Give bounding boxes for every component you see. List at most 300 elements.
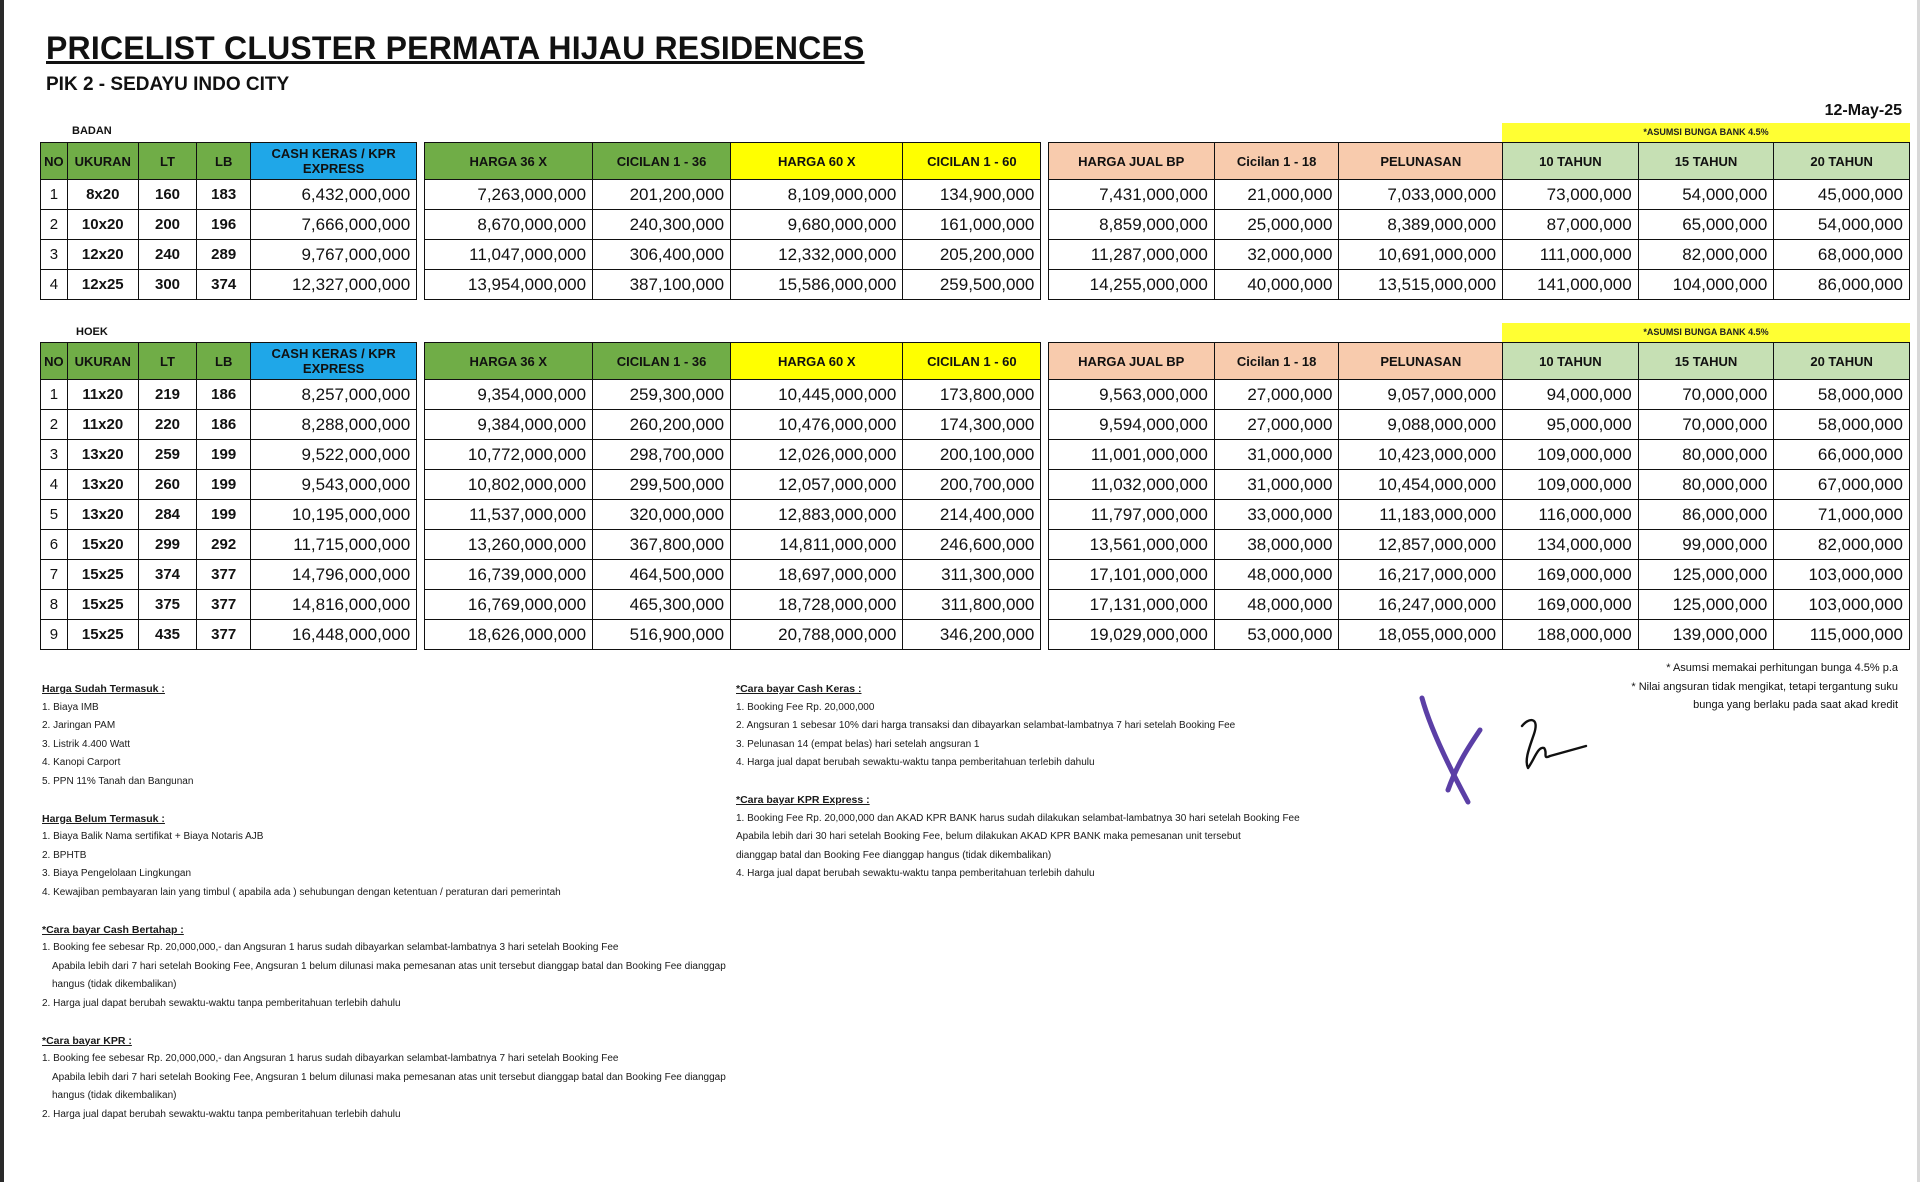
column-gap <box>417 620 424 650</box>
col-pelunasan-cell: 11,183,000,000 <box>1339 500 1503 530</box>
col-no-header: NO <box>41 143 68 180</box>
note-item: Apabila lebih dari 7 hari setelah Booking Fee, Angsuran 1 belum dilunasi maka pemesanan atas unit tersebut dianggap batal dan Booking Fee dianggap hangus (tidak dikembalikan) <box>52 1071 726 1102</box>
table-row <box>41 240 1910 270</box>
col-ukuran-cell: 15x20 <box>67 530 138 560</box>
note-item: 3. Pelunasan 14 (empat belas) hari setelah angsuran 1 <box>736 738 980 750</box>
col-lb-header: LB <box>197 143 251 180</box>
col-20-tahun-cell: 82,000,000 <box>1774 530 1910 560</box>
col-cash-keras-cell: 9,767,000,000 <box>251 240 417 270</box>
col-cicilan-36-cell: 299,500,000 <box>593 470 731 500</box>
col-lt-cell: 240 <box>138 240 197 270</box>
asumsi-line: * Asumsi memakai perhitungan bunga 4.5% p.a <box>1666 662 1898 674</box>
left-edge-shadow <box>0 0 4 1182</box>
col-15-tahun-cell: 70,000,000 <box>1638 380 1774 410</box>
col-cicilan-36-cell: 201,200,000 <box>593 180 731 210</box>
note-item: dianggap batal dan Booking Fee dianggap hangus (tidak dikembalikan) <box>736 849 1052 861</box>
col-20-tahun-cell: 115,000,000 <box>1774 620 1910 650</box>
col-no-cell: 5 <box>41 500 68 530</box>
pricelist-table-hoek <box>40 342 1910 650</box>
section-label-hoek: HOEK <box>76 326 108 338</box>
col-harga-jual-bp-cell: 11,001,000,000 <box>1048 440 1214 470</box>
col-lt-header: LT <box>138 343 197 380</box>
col-cicilan-18-cell: 21,000,000 <box>1214 180 1339 210</box>
col-no-cell: 4 <box>41 270 68 300</box>
col-15-tahun-cell: 139,000,000 <box>1638 620 1774 650</box>
col-no-cell: 1 <box>41 380 68 410</box>
col-lb-cell: 377 <box>197 620 251 650</box>
column-gap <box>417 143 424 180</box>
col-harga-jual-bp-header: HARGA JUAL BP <box>1048 343 1214 380</box>
col-20-tahun-cell: 86,000,000 <box>1774 270 1910 300</box>
col-cicilan-36-cell: 387,100,000 <box>593 270 731 300</box>
col-harga-60x-cell: 12,883,000,000 <box>731 500 903 530</box>
note-item: 4. Kewajiban pembayaran lain yang timbul ( apabila ada ) sehubungan dengan ketentuan / peraturan dari pemerintah <box>42 886 561 898</box>
col-harga-jual-bp-cell: 11,797,000,000 <box>1048 500 1214 530</box>
table-row <box>41 590 1910 620</box>
col-15-tahun-cell: 125,000,000 <box>1638 560 1774 590</box>
col-cicilan-18-cell: 31,000,000 <box>1214 440 1339 470</box>
table-row <box>41 530 1910 560</box>
col-pelunasan-cell: 8,389,000,000 <box>1339 210 1503 240</box>
col-lt-cell: 374 <box>138 560 197 590</box>
col-20-tahun-cell: 66,000,000 <box>1774 440 1910 470</box>
table-row <box>41 500 1910 530</box>
col-20-tahun-cell: 45,000,000 <box>1774 180 1910 210</box>
col-no-cell: 2 <box>41 210 68 240</box>
col-15-tahun-cell: 104,000,000 <box>1638 270 1774 300</box>
col-harga-36x-cell: 11,537,000,000 <box>424 500 593 530</box>
col-lb-cell: 292 <box>197 530 251 560</box>
column-gap <box>417 270 424 300</box>
col-lb-cell: 199 <box>197 470 251 500</box>
col-15-tahun-cell: 80,000,000 <box>1638 470 1774 500</box>
col-10-tahun-cell: 95,000,000 <box>1503 410 1639 440</box>
col-cicilan-60-cell: 205,200,000 <box>903 240 1041 270</box>
column-gap <box>417 410 424 440</box>
col-cicilan-36-cell: 260,200,000 <box>593 410 731 440</box>
table-row <box>41 180 1910 210</box>
column-gap <box>1041 380 1048 410</box>
col-cicilan-18-cell: 53,000,000 <box>1214 620 1339 650</box>
col-cash-keras-header: CASH KERAS / KPR EXPRESS <box>251 343 417 380</box>
col-harga-jual-bp-header: HARGA JUAL BP <box>1048 143 1214 180</box>
col-pelunasan-cell: 10,454,000,000 <box>1339 470 1503 500</box>
col-cicilan-18-cell: 38,000,000 <box>1214 530 1339 560</box>
col-harga-60x-cell: 14,811,000,000 <box>731 530 903 560</box>
col-15-tahun-cell: 86,000,000 <box>1638 500 1774 530</box>
col-cash-keras-cell: 11,715,000,000 <box>251 530 417 560</box>
col-cicilan-60-cell: 174,300,000 <box>903 410 1041 440</box>
page-subtitle: PIK 2 - SEDAYU INDO CITY <box>46 74 290 95</box>
col-harga-60x-cell: 20,788,000,000 <box>731 620 903 650</box>
col-15-tahun-cell: 99,000,000 <box>1638 530 1774 560</box>
note-item: 4. Kanopi Carport <box>42 757 121 769</box>
col-lb-cell: 199 <box>197 440 251 470</box>
asumsi-line: bunga yang berlaku pada saat akad kredit <box>1693 699 1898 711</box>
column-gap <box>417 240 424 270</box>
note-block-kpr-express <box>736 791 1396 884</box>
table-row <box>41 410 1910 440</box>
page-title: PRICELIST CLUSTER PERMATA HIJAU RESIDENCES <box>46 30 865 66</box>
note-heading: Harga Sudah Termasuk : <box>42 683 165 695</box>
col-ukuran-cell: 15x25 <box>67 620 138 650</box>
col-15-tahun-cell: 80,000,000 <box>1638 440 1774 470</box>
table-row <box>41 560 1910 590</box>
col-ukuran-cell: 8x20 <box>67 180 138 210</box>
note-item: 5. PPN 11% Tanah dan Bangunan <box>42 775 194 787</box>
col-no-cell: 3 <box>41 440 68 470</box>
col-20-tahun-cell: 103,000,000 <box>1774 590 1910 620</box>
col-15-tahun-cell: 125,000,000 <box>1638 590 1774 620</box>
col-harga-jual-bp-cell: 13,561,000,000 <box>1048 530 1214 560</box>
col-no-cell: 7 <box>41 560 68 590</box>
col-cicilan-18-cell: 48,000,000 <box>1214 590 1339 620</box>
col-cicilan-18-header: Cicilan 1 - 18 <box>1214 343 1339 380</box>
col-harga-36x-cell: 13,954,000,000 <box>424 270 593 300</box>
col-cicilan-36-cell: 240,300,000 <box>593 210 731 240</box>
col-lb-cell: 196 <box>197 210 251 240</box>
col-ukuran-cell: 13x20 <box>67 470 138 500</box>
col-lt-cell: 200 <box>138 210 197 240</box>
col-10-tahun-cell: 188,000,000 <box>1503 620 1639 650</box>
note-block-kpr <box>42 1032 742 1125</box>
col-cicilan-60-cell: 161,000,000 <box>903 210 1041 240</box>
table-row <box>41 210 1910 240</box>
col-ukuran-cell: 13x20 <box>67 440 138 470</box>
col-cicilan-18-cell: 33,000,000 <box>1214 500 1339 530</box>
note-item: 1. Booking Fee Rp. 20,000,000 <box>736 701 875 713</box>
col-lt-cell: 299 <box>138 530 197 560</box>
col-15-tahun-cell: 65,000,000 <box>1638 210 1774 240</box>
col-cicilan-60-cell: 134,900,000 <box>903 180 1041 210</box>
col-ukuran-cell: 12x25 <box>67 270 138 300</box>
table-row <box>41 620 1910 650</box>
column-gap <box>417 210 424 240</box>
col-pelunasan-cell: 13,515,000,000 <box>1339 270 1503 300</box>
col-lt-cell: 284 <box>138 500 197 530</box>
notes-right <box>736 680 1396 902</box>
col-harga-60x-header: HARGA 60 X <box>731 343 903 380</box>
col-cash-keras-cell: 12,327,000,000 <box>251 270 417 300</box>
col-10-tahun-cell: 134,000,000 <box>1503 530 1639 560</box>
col-harga-36x-cell: 16,769,000,000 <box>424 590 593 620</box>
asumsi-line: * Nilai angsuran tidak mengikat, tetapi tergantung suku <box>1631 680 1898 693</box>
table-row <box>41 440 1910 470</box>
col-harga-jual-bp-cell: 9,594,000,000 <box>1048 410 1214 440</box>
note-block-cash-keras <box>736 680 1396 773</box>
col-cicilan-18-cell: 40,000,000 <box>1214 270 1339 300</box>
note-item: 4. Harga jual dapat berubah sewaktu-waktu tanpa pemberitahuan terlebih dahulu <box>736 868 1095 880</box>
column-gap <box>1041 590 1048 620</box>
column-gap <box>1041 560 1048 590</box>
col-pelunasan-cell: 16,247,000,000 <box>1339 590 1503 620</box>
table-row <box>41 380 1910 410</box>
note-heading: *Cara bayar KPR Express : <box>736 793 870 806</box>
col-harga-60x-cell: 12,026,000,000 <box>731 440 903 470</box>
col-lt-cell: 160 <box>138 180 197 210</box>
col-harga-36x-cell: 9,384,000,000 <box>424 410 593 440</box>
col-harga-jual-bp-cell: 19,029,000,000 <box>1048 620 1214 650</box>
col-lb-cell: 374 <box>197 270 251 300</box>
col-cicilan-18-cell: 31,000,000 <box>1214 470 1339 500</box>
col-lb-header: LB <box>197 343 251 380</box>
col-pelunasan-cell: 9,057,000,000 <box>1339 380 1503 410</box>
note-item: 3. Listrik 4.400 Watt <box>42 738 130 750</box>
col-harga-36x-cell: 10,802,000,000 <box>424 470 593 500</box>
bank-rate-note: *ASUMSI BUNGA BANK 4.5% <box>1502 123 1910 142</box>
col-no-cell: 9 <box>41 620 68 650</box>
col-cicilan-36-cell: 464,500,000 <box>593 560 731 590</box>
col-cicilan-36-cell: 516,900,000 <box>593 620 731 650</box>
table-row <box>41 470 1910 500</box>
col-15-tahun-header: 15 TAHUN <box>1638 143 1774 180</box>
col-10-tahun-header: 10 TAHUN <box>1503 343 1639 380</box>
col-pelunasan-cell: 16,217,000,000 <box>1339 560 1503 590</box>
col-harga-60x-cell: 10,476,000,000 <box>731 410 903 440</box>
col-lt-cell: 259 <box>138 440 197 470</box>
col-no-header: NO <box>41 343 68 380</box>
col-cicilan-60-cell: 346,200,000 <box>903 620 1041 650</box>
col-no-cell: 8 <box>41 590 68 620</box>
col-no-cell: 1 <box>41 180 68 210</box>
col-20-tahun-cell: 71,000,000 <box>1774 500 1910 530</box>
col-cicilan-60-header: CICILAN 1 - 60 <box>903 143 1041 180</box>
col-10-tahun-cell: 73,000,000 <box>1503 180 1639 210</box>
col-cash-keras-cell: 8,257,000,000 <box>251 380 417 410</box>
col-cicilan-18-header: Cicilan 1 - 18 <box>1214 143 1339 180</box>
col-cicilan-36-header: CICILAN 1 - 36 <box>593 143 731 180</box>
note-item: 1. Booking Fee Rp. 20,000,000 dan AKAD KPR BANK harus sudah dilakukan selambat-lambatnya 30 hari setelah Booking Fee <box>736 812 1300 824</box>
col-10-tahun-cell: 111,000,000 <box>1503 240 1639 270</box>
col-cash-keras-cell: 14,796,000,000 <box>251 560 417 590</box>
col-cicilan-60-cell: 173,800,000 <box>903 380 1041 410</box>
col-20-tahun-cell: 54,000,000 <box>1774 210 1910 240</box>
col-cash-keras-cell: 7,666,000,000 <box>251 210 417 240</box>
col-harga-60x-header: HARGA 60 X <box>731 143 903 180</box>
col-pelunasan-cell: 10,691,000,000 <box>1339 240 1503 270</box>
pricelist-table-badan <box>40 142 1910 300</box>
col-10-tahun-cell: 87,000,000 <box>1503 210 1639 240</box>
col-harga-60x-cell: 12,332,000,000 <box>731 240 903 270</box>
col-harga-jual-bp-cell: 7,431,000,000 <box>1048 180 1214 210</box>
note-item: 1. Booking fee sebesar Rp. 20,000,000,- dan Angsuran 1 harus sudah dibayarkan selambat-lambatnya 7 hari setelah Booking Fee <box>42 1053 619 1065</box>
note-item: 2. BPHTB <box>42 849 87 861</box>
note-item: 2. Angsuran 1 sebesar 10% dari harga transaksi dan dibayarkan selambat-lambatnya 7 hari setelah Booking Fee <box>736 720 1236 732</box>
col-20-tahun-cell: 58,000,000 <box>1774 410 1910 440</box>
col-cicilan-18-cell: 25,000,000 <box>1214 210 1339 240</box>
column-gap <box>1041 270 1048 300</box>
col-lt-cell: 219 <box>138 380 197 410</box>
col-harga-60x-cell: 10,445,000,000 <box>731 380 903 410</box>
col-pelunasan-cell: 18,055,000,000 <box>1339 620 1503 650</box>
col-lb-cell: 186 <box>197 380 251 410</box>
note-heading: Harga Belum Termasuk : <box>42 812 165 825</box>
note-item: 3. Biaya Pengelolaan Lingkungan <box>42 868 192 880</box>
note-item: Apabila lebih dari 7 hari setelah Booking Fee, Angsuran 1 belum dilunasi maka pemesanan atas unit tersebut dianggap batal dan Booking Fee dianggap hangus (tidak dikembalikan) <box>52 960 726 991</box>
col-cicilan-36-cell: 306,400,000 <box>593 240 731 270</box>
col-20-tahun-header: 20 TAHUN <box>1774 343 1910 380</box>
col-cicilan-18-cell: 48,000,000 <box>1214 560 1339 590</box>
col-cicilan-36-header: CICILAN 1 - 36 <box>593 343 731 380</box>
col-cicilan-60-header: CICILAN 1 - 60 <box>903 343 1041 380</box>
col-cicilan-60-cell: 200,700,000 <box>903 470 1041 500</box>
col-harga-jual-bp-cell: 11,032,000,000 <box>1048 470 1214 500</box>
col-lb-cell: 289 <box>197 240 251 270</box>
col-ukuran-cell: 15x25 <box>67 560 138 590</box>
col-cicilan-18-cell: 32,000,000 <box>1214 240 1339 270</box>
col-lt-cell: 300 <box>138 270 197 300</box>
note-block-excluded <box>42 810 742 903</box>
col-20-tahun-cell: 67,000,000 <box>1774 470 1910 500</box>
column-gap <box>1041 500 1048 530</box>
note-item: 2. Harga jual dapat berubah sewaktu-waktu tanpa pemberitahuan terlebih dahulu <box>42 1108 401 1120</box>
col-harga-jual-bp-cell: 17,131,000,000 <box>1048 590 1214 620</box>
column-gap <box>417 180 424 210</box>
col-lb-cell: 199 <box>197 500 251 530</box>
col-pelunasan-cell: 9,088,000,000 <box>1339 410 1503 440</box>
col-cicilan-60-cell: 246,600,000 <box>903 530 1041 560</box>
column-gap <box>417 440 424 470</box>
column-gap <box>417 560 424 590</box>
col-ukuran-header: UKURAN <box>67 143 138 180</box>
column-gap <box>1041 210 1048 240</box>
note-item: 1. Biaya Balik Nama sertifikat + Biaya Notaris AJB <box>42 831 264 843</box>
column-gap <box>1041 240 1048 270</box>
col-cash-keras-cell: 6,432,000,000 <box>251 180 417 210</box>
column-gap <box>1041 410 1048 440</box>
col-cicilan-60-cell: 259,500,000 <box>903 270 1041 300</box>
column-gap <box>1041 343 1048 380</box>
col-10-tahun-cell: 109,000,000 <box>1503 470 1639 500</box>
col-15-tahun-cell: 70,000,000 <box>1638 410 1774 440</box>
col-harga-60x-cell: 8,109,000,000 <box>731 180 903 210</box>
col-cash-keras-cell: 9,522,000,000 <box>251 440 417 470</box>
col-cicilan-36-cell: 320,000,000 <box>593 500 731 530</box>
col-cash-keras-cell: 16,448,000,000 <box>251 620 417 650</box>
section-label-badan: BADAN <box>72 125 112 137</box>
note-heading: *Cara bayar Cash Keras : <box>736 683 862 695</box>
column-gap <box>1041 180 1048 210</box>
col-20-tahun-cell: 68,000,000 <box>1774 240 1910 270</box>
interest-assumption-note <box>1631 659 1898 715</box>
col-ukuran-cell: 11x20 <box>67 410 138 440</box>
col-lb-cell: 377 <box>197 590 251 620</box>
col-harga-60x-cell: 18,728,000,000 <box>731 590 903 620</box>
col-ukuran-header: UKURAN <box>67 343 138 380</box>
col-cicilan-60-cell: 200,100,000 <box>903 440 1041 470</box>
col-ukuran-cell: 12x20 <box>67 240 138 270</box>
col-ukuran-cell: 13x20 <box>67 500 138 530</box>
col-cash-keras-cell: 9,543,000,000 <box>251 470 417 500</box>
column-gap <box>417 530 424 560</box>
note-item: 2. Harga jual dapat berubah sewaktu-waktu tanpa pemberitahuan terlebih dahulu <box>42 997 401 1009</box>
col-20-tahun-header: 20 TAHUN <box>1774 143 1910 180</box>
col-no-cell: 3 <box>41 240 68 270</box>
header-row <box>41 143 1910 180</box>
col-pelunasan-cell: 10,423,000,000 <box>1339 440 1503 470</box>
col-10-tahun-header: 10 TAHUN <box>1503 143 1639 180</box>
col-lt-cell: 375 <box>138 590 197 620</box>
table-row <box>41 270 1910 300</box>
col-harga-36x-cell: 16,739,000,000 <box>424 560 593 590</box>
col-cicilan-36-cell: 259,300,000 <box>593 380 731 410</box>
col-pelunasan-cell: 12,857,000,000 <box>1339 530 1503 560</box>
col-harga-36x-cell: 9,354,000,000 <box>424 380 593 410</box>
column-gap <box>1041 620 1048 650</box>
col-harga-60x-cell: 12,057,000,000 <box>731 470 903 500</box>
col-harga-jual-bp-cell: 17,101,000,000 <box>1048 560 1214 590</box>
note-item: 2. Jaringan PAM <box>42 720 116 732</box>
col-cicilan-36-cell: 465,300,000 <box>593 590 731 620</box>
col-harga-36x-cell: 8,670,000,000 <box>424 210 593 240</box>
col-cicilan-36-cell: 367,800,000 <box>593 530 731 560</box>
col-harga-60x-cell: 18,697,000,000 <box>731 560 903 590</box>
column-gap <box>1041 530 1048 560</box>
col-harga-36x-header: HARGA 36 X <box>424 143 593 180</box>
col-harga-36x-cell: 11,047,000,000 <box>424 240 593 270</box>
col-ukuran-cell: 15x25 <box>67 590 138 620</box>
col-lb-cell: 186 <box>197 410 251 440</box>
col-harga-jual-bp-cell: 9,563,000,000 <box>1048 380 1214 410</box>
col-cash-keras-cell: 10,195,000,000 <box>251 500 417 530</box>
bank-rate-note-hoek: *ASUMSI BUNGA BANK 4.5% <box>1502 323 1910 342</box>
column-gap <box>1041 143 1048 180</box>
col-lb-cell: 377 <box>197 560 251 590</box>
col-harga-jual-bp-cell: 14,255,000,000 <box>1048 270 1214 300</box>
col-pelunasan-header: PELUNASAN <box>1339 143 1503 180</box>
col-harga-36x-header: HARGA 36 X <box>424 343 593 380</box>
column-gap <box>417 500 424 530</box>
column-gap <box>1041 470 1048 500</box>
note-block-included <box>42 680 742 792</box>
col-pelunasan-cell: 7,033,000,000 <box>1339 180 1503 210</box>
col-cicilan-60-cell: 311,800,000 <box>903 590 1041 620</box>
col-lt-cell: 435 <box>138 620 197 650</box>
col-10-tahun-cell: 169,000,000 <box>1503 560 1639 590</box>
col-15-tahun-header: 15 TAHUN <box>1638 343 1774 380</box>
note-item: 1. Booking fee sebesar Rp. 20,000,000,- dan Angsuran 1 harus sudah dibayarkan selambat-lambatnya 3 hari setelah Booking Fee <box>42 942 619 954</box>
col-lb-cell: 183 <box>197 180 251 210</box>
col-cicilan-18-cell: 27,000,000 <box>1214 380 1339 410</box>
col-10-tahun-cell: 109,000,000 <box>1503 440 1639 470</box>
column-gap <box>417 470 424 500</box>
col-cash-keras-cell: 8,288,000,000 <box>251 410 417 440</box>
col-ukuran-cell: 10x20 <box>67 210 138 240</box>
note-block-cash-bertahap <box>42 921 742 1014</box>
col-harga-36x-cell: 18,626,000,000 <box>424 620 593 650</box>
col-harga-jual-bp-cell: 8,859,000,000 <box>1048 210 1214 240</box>
col-10-tahun-cell: 94,000,000 <box>1503 380 1639 410</box>
col-no-cell: 6 <box>41 530 68 560</box>
col-cash-keras-cell: 14,816,000,000 <box>251 590 417 620</box>
col-10-tahun-cell: 141,000,000 <box>1503 270 1639 300</box>
col-no-cell: 2 <box>41 410 68 440</box>
note-heading: *Cara bayar KPR : <box>42 1034 132 1047</box>
col-cicilan-18-cell: 27,000,000 <box>1214 410 1339 440</box>
col-lt-header: LT <box>138 143 197 180</box>
date-label: 12-May-25 <box>1824 102 1902 119</box>
col-cicilan-60-cell: 311,300,000 <box>903 560 1041 590</box>
col-20-tahun-cell: 58,000,000 <box>1774 380 1910 410</box>
col-pelunasan-header: PELUNASAN <box>1339 343 1503 380</box>
col-harga-36x-cell: 10,772,000,000 <box>424 440 593 470</box>
col-ukuran-cell: 11x20 <box>67 380 138 410</box>
note-item: 1. Biaya IMB <box>42 701 99 713</box>
col-cash-keras-header: CASH KERAS / KPR EXPRESS <box>251 143 417 180</box>
col-cicilan-36-cell: 298,700,000 <box>593 440 731 470</box>
header-row <box>41 343 1910 380</box>
notes-left <box>42 680 742 1142</box>
